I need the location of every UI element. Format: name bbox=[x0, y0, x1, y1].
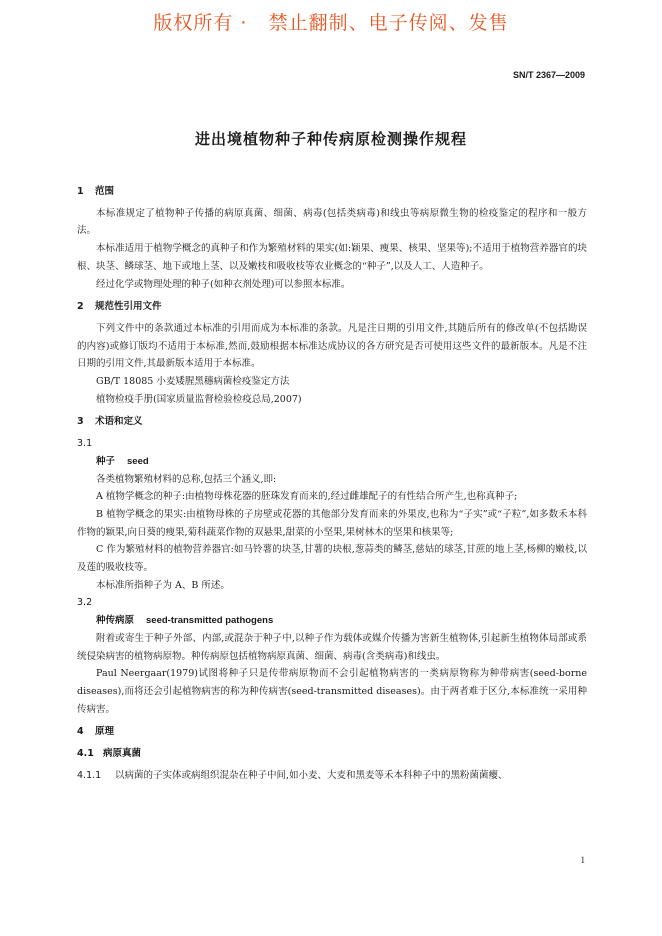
section-heading-3 bbox=[77, 413, 587, 431]
paragraph: 本标准规定了植物种子传播的病原真菌、细菌、病毒(包括类病毒)和线虫等病原微生物的检疫鉴定的程序和一般方法。 bbox=[77, 207, 587, 237]
definition: 各类植物繁殖材料的总称,包括三个涵义,即: bbox=[96, 473, 277, 485]
paragraph: 本标准适用于植物学概念的真种子和作为繁殖材料的果实(如:颖果、瘦果、核果、坚果等);不适用于植物营养器官的块根、块茎、鳞球茎、地下或地上茎、以及嫩枝和吸收枝等农业概念的“种子”,以及人工、人造种子。 bbox=[77, 243, 587, 272]
subsection-number: 4.1 bbox=[77, 748, 94, 760]
section-number: 3 bbox=[77, 416, 84, 428]
definition-item-b: B 植物学概念的果实:由植物母株的子房壁或花器的其他部分发育而来的外果皮,也称为“子实”或“子粒”,如多数禾本科作物的颖果,向日葵的瘦果,菊科蔬菜作物的双悬果,甜菜的小坚果,果树林木的坚果和核果等; bbox=[77, 508, 587, 538]
section-title: 原理 bbox=[95, 726, 115, 738]
section-heading-2 bbox=[77, 298, 587, 316]
definition: 附着或寄生于种子外部、内部,或混杂于种子中,以种子作为载体或媒介传播为害新生植物体,引起新生植物体局部或系统侵染病害的植物病原物。种传病原包括植物病原真菌、细菌、病毒(含类病毒)和线虫。 bbox=[77, 632, 587, 662]
standard-code: SN/T 2367—2009 bbox=[512, 70, 585, 80]
paragraph: 经过化学或物理处理的种子(如种衣剂处理)可以参照本标准。 bbox=[96, 278, 351, 290]
reference-item: 植物检疫手册(国家质量监督检验检疫总局,2007) bbox=[96, 393, 302, 405]
section-title: 术语和定义 bbox=[95, 416, 143, 428]
section-number: 1 bbox=[77, 186, 84, 197]
section-heading-1 bbox=[77, 183, 587, 201]
section-title: 规范性引用文件 bbox=[95, 301, 162, 313]
copyright-watermark: 版权所有 · 禁止翻制、电子传阅、发售 bbox=[153, 12, 509, 34]
term-chinese: 种传病原 bbox=[96, 615, 135, 627]
section-number: 2 bbox=[77, 301, 84, 313]
term-english: seed-transmitted pathogens bbox=[146, 615, 274, 627]
paragraph: 下列文件中的条款通过本标准的引用而成为本标准的条款。凡是注日期的引用文件,其随后所有的修改单(不包括勘误的内容)或修订版均不适用于本标准,然而,鼓励根据本标准达成协议的各方研究是否可使用这些文件的最新版本。凡是不注日期的引用文件,其最新版本适用于本标准。 bbox=[77, 322, 587, 370]
clause-number: 3.1 bbox=[77, 438, 93, 450]
section-number: 4 bbox=[77, 726, 84, 738]
term-entry bbox=[77, 612, 587, 630]
term-entry bbox=[77, 453, 587, 471]
section-heading-4 bbox=[77, 723, 587, 741]
document-body bbox=[77, 178, 587, 785]
paragraph: Paul Neergaar(1979)试图将种子只是传带病原物而不会引起植物病害的一类病原物称为种带病害(seed-borne diseases),而将还会引起植物病害的称为种传病害(seed-transmitted diseases)。由于两者难于区分,本标准统一采用种传病害。 bbox=[77, 668, 587, 715]
subsection-heading-4-1 bbox=[77, 745, 587, 763]
term-english: seed bbox=[127, 455, 149, 467]
subsection-title: 病原真菌 bbox=[103, 748, 142, 760]
definition-item-a: A 植物学概念的种子:由植物母株花器的胚珠发育而来的,经过雌雄配子的有性结合所产生,也称真种子; bbox=[96, 491, 518, 503]
clause-number: 3.2 bbox=[77, 597, 93, 609]
page-number: 1 bbox=[580, 855, 585, 865]
clause-text: 以病菌的子实体或病组织混杂在种子中间,如小麦、大麦和黑麦等禾本科种子中的黑粉菌菌瘿、 bbox=[115, 769, 508, 781]
term-chinese: 种子 bbox=[96, 455, 116, 467]
clause-4-1-1 bbox=[77, 767, 587, 785]
reference-item: GB/T 18085 小麦矮腥黑穗病菌检疫鉴定方法 bbox=[96, 376, 290, 388]
section-title: 范围 bbox=[95, 186, 115, 197]
definition-item-c: C 作为繁殖材料的植物营养器官:如马铃薯的块茎,甘薯的块根,葱蒜类的鳞茎,慈姑的球茎,甘蔗的地上茎,杨柳的嫩枝,以及莲的吸收枝等。 bbox=[77, 544, 587, 574]
document-title: 进出境植物种子种传病原检测操作规程 bbox=[194, 130, 467, 148]
paragraph: 本标准所指种子为 A、B 所述。 bbox=[96, 579, 230, 591]
clause-number: 4.1.1 bbox=[77, 769, 102, 781]
